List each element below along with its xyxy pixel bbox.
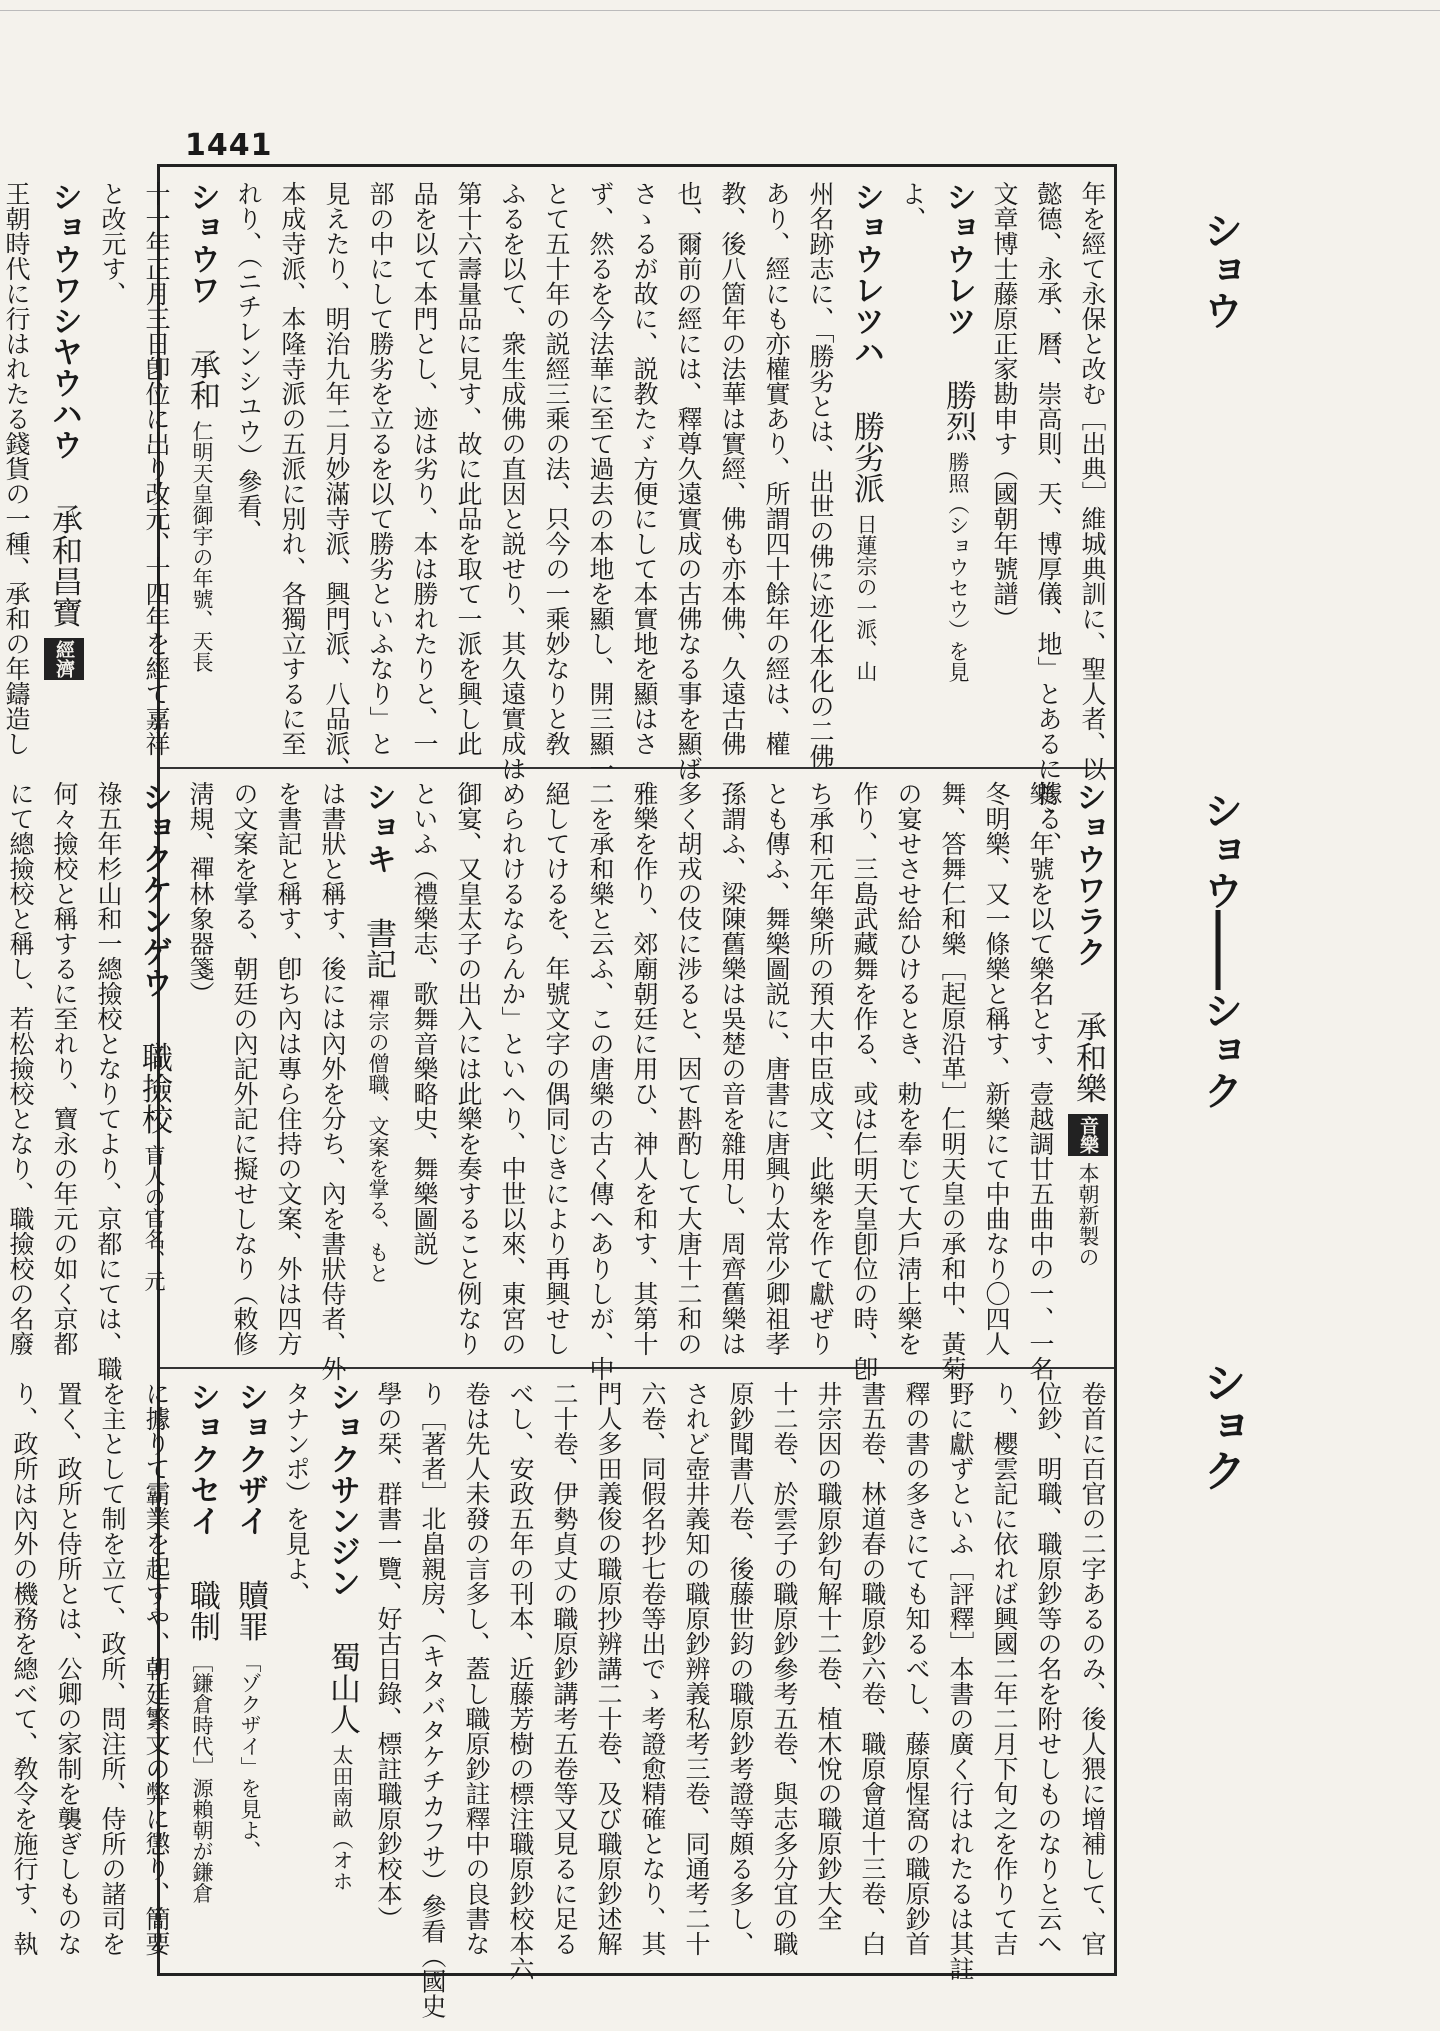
text-line: 州名跡志に、「勝劣とは、出世の佛に迹化本化の二佛 <box>806 181 835 769</box>
text-line: められけるならんか」といへり、中世以來、東宮の <box>498 781 527 1356</box>
text-line: 文章博士藤原正家勘申す（國朝年號譜） <box>990 181 1019 631</box>
text-line: 釋の書の多きにても知るべし、藤原惺窩の職原鈔首 <box>902 1381 931 1956</box>
band-bottom <box>10 1367 1114 2019</box>
text-line: さゝるが故に、説教たゞ方便にして本實地を顯はさ <box>630 181 659 756</box>
text-line: 舞、答舞仁和樂［起原沿革］仁明天皇の承和中、黃菊 <box>938 781 967 1381</box>
text-line: 門人多田義俊の職原抄辨講二十卷、及び職原鈔述解 <box>594 1381 623 1956</box>
side-index-top: ショウ <box>1197 210 1243 330</box>
text-line: を書記と稱す、卽ち內は專ら住持の文案、外は四方 <box>274 781 303 1356</box>
band-middle <box>6 767 1114 1381</box>
text-line: 二を承和樂と云ふ、この唐樂の古く傳へありしが、中 <box>586 781 615 1381</box>
text-line: 懿德、永承、曆、崇高則、天、博厚儀、地」とあるに據る、 <box>1034 181 1063 856</box>
text-line: 原鈔聞書八卷、後藤世鈞の職原鈔考證等頗る多し、 <box>726 1381 755 1956</box>
text-line: 御宴、又皇太子の出入には此樂を奏すること例なり <box>454 781 483 1356</box>
text-line: とも傳ふ、舞樂圖説に、唐書に唐興り太常少卿祖孝 <box>762 781 791 1356</box>
headword-note: 勝照（ショウセウ）を見 <box>946 451 970 683</box>
text-line: は書狀と稱す、後には內外を分ち、內を書狀侍者、外 <box>318 781 347 1381</box>
headword-note: 「ゾクザイ」を見よ、 <box>238 1651 262 1862</box>
text-line: 王朝時代に行はれたる錢貨の一種、承和の年鑄造し <box>2 181 31 756</box>
text-line: よ、 <box>898 181 927 231</box>
headword-kana: ショウレツハ <box>848 181 884 367</box>
text-line: り、政所は內外の機務を總べて、敎令を施行す、執 <box>10 1381 39 1956</box>
headword-kanji: 職制 <box>184 1570 220 1652</box>
page-number: 1441 <box>185 128 273 163</box>
text-line: 作り、三島武藏舞を作る、或は仁明天皇卽位の時、卽 <box>850 781 879 1381</box>
text-line: 雅樂を作り、郊廟朝廷に用ひ、神人を和す、其第十 <box>630 781 659 1356</box>
headword-note: 太田南畝（オホ <box>330 1744 354 1892</box>
entry-headword <box>178 1367 226 1973</box>
side-index-middle: ショウ――ショク <box>1197 790 1243 1110</box>
entry-headword <box>842 167 890 767</box>
text-line: 二十卷、伊勢貞丈の職原鈔講考五卷等又見るに足る <box>550 1381 579 1956</box>
text-line: 學の栞、群書一覽、好古日錄、標註職原鈔校本） <box>374 1381 403 1931</box>
text-line: り［著者］北畠親房、（キタバタケチカフサ）參看（國史 <box>418 1381 447 2019</box>
headword-kana: ショウレツ <box>940 181 976 336</box>
text-line: 卷首に百官の二字あるのみ、後人猥に增補して、官 <box>1078 1381 1107 1956</box>
page-frame <box>2 164 1117 2019</box>
entry-headword <box>38 167 90 767</box>
text-line: 冬明樂、又一條樂と稱す、新樂にて中曲なり〇四人 <box>982 781 1011 1356</box>
text-line: 教、後八箇年の法華は實經、佛も亦本佛、久遠古佛 <box>718 181 747 756</box>
category-tag: 經濟 <box>44 638 84 680</box>
text-line: の文案を掌る、朝廷の內記外記に擬せしなり（敕修 <box>230 781 259 1356</box>
headword-kanji: 勝劣派 <box>848 401 884 514</box>
text-line: れり、（ニチレンシユウ）參看、 <box>234 181 263 544</box>
text-line: タナンポ）を見よ、 <box>282 1381 311 1606</box>
top-rule <box>0 10 1440 11</box>
headword-kanji: 承和昌寶 <box>46 494 82 638</box>
text-line: ふるを以て、衆生成佛の直因と説せり、其久遠實成は <box>498 181 527 781</box>
text-line: されど壺井義知の職原鈔辨義私考三卷、同通考二十 <box>682 1381 711 1956</box>
headword-kana: ショクザイ <box>232 1381 268 1536</box>
headword-kanji: 贖罪 <box>232 1570 268 1652</box>
text-line: 樂、年號を以て樂名とす、壹越調廿五曲中の一、一名 <box>1026 781 1055 1381</box>
headword-kana: ショキ <box>360 781 396 874</box>
headword-note: 本朝新製の <box>1076 1155 1100 1268</box>
text-line: 位鈔、明職、職原鈔等の名を附せしものなりと云へ <box>1034 1381 1063 1956</box>
headword-note: ［鎌倉時代］源賴朝が鎌倉 <box>190 1651 214 1904</box>
text-line: 多く胡戎の伎に涉ると、因て斟酌して大唐十二和の <box>674 781 703 1356</box>
headword-kana: ショクケンゲウ <box>136 781 172 998</box>
headword-kana: ショクサンジン <box>324 1381 360 1598</box>
headword-kanji: 蜀山人 <box>324 1632 360 1745</box>
entry-headword <box>130 767 178 1367</box>
headword-note: 日蓮宗の一派、山 <box>854 513 878 682</box>
text-line: に據りて霸業を起すや、朝廷繁文の弊に懲り、簡要 <box>142 1381 171 1956</box>
text-line: 淸規、禪林象器箋） <box>186 781 215 1006</box>
headword-kana: ショウワシヤウハウ <box>46 181 82 460</box>
text-line: と改元す、 <box>98 181 127 306</box>
headword-kana: ショウワラク <box>1070 781 1106 967</box>
text-line: ち承和元年樂所の預大中臣成文、此樂を作て獻ぜり <box>806 781 835 1356</box>
headword-note: 盲人の官名、元 <box>142 1144 166 1292</box>
text-line: 孫謂ふ、梁陳舊樂は吳楚の音を雜用し、周齊舊樂は <box>718 781 747 1356</box>
text-line: 十二卷、於雲子の職原鈔參考五卷、與志多分宜の職 <box>770 1381 799 1956</box>
text-line: の宴せさせ給ひけるとき、勅を奉じて大戶淸上樂を <box>894 781 923 1356</box>
headword-kana: ショウワ <box>184 181 220 305</box>
text-line: 見えたり、明治九年二月妙滿寺派、興門派、八品派、 <box>322 181 351 781</box>
headword-kanji: 承和樂 <box>1070 1001 1106 1114</box>
text-line: あり、經にも亦權實あり、所謂四十餘年の經は、權 <box>762 181 791 756</box>
text-line: 十一年正月三日卽位に出り改元、十四年を經て嘉祥 <box>142 181 171 756</box>
text-line: 年を經て永保と改む［出典］維城典訓に、聖人者、以 <box>1078 181 1107 781</box>
headword-note: 仁明天皇御宇の年號、天長 <box>190 420 214 673</box>
text-line: 本成寺派、本隆寺派の五派に別れ、各獨立するに至 <box>278 181 307 756</box>
text-line: 祿五年杉山和一總撿校となりてより、京都にては、職 <box>94 781 123 1381</box>
text-line: 卷は先人未發の言多し、蓋し職原鈔註釋中の良書な <box>462 1381 491 1956</box>
headword-kana: ショクセイ <box>184 1381 220 1536</box>
text-line: を主として制を立て、政所、問注所、侍所の諸司を <box>98 1381 127 1956</box>
text-line: 井宗因の職原鈔句解十二卷、植木悅の職原鈔大全 <box>814 1381 843 1931</box>
text-line: 第十六壽量品に見す、故に此品を取て一派を興し此 <box>454 181 483 756</box>
text-line: とて五十年の説經三乘の法、只今の一乘妙なりと敎 <box>542 181 571 756</box>
text-line: 絕してけるを、年號文字の偶同じきにより再興せし <box>542 781 571 1356</box>
entry-headword <box>1062 767 1114 1367</box>
side-index-bottom: ショク <box>1195 1360 1246 1492</box>
text-line: 何々撿校と稱するに至れり、寶永の年元の如く京都 <box>50 781 79 1356</box>
text-line: 品を以て本門とし、迹は劣り、本は勝れたりと、一 <box>410 181 439 756</box>
headword-kanji: 承和 <box>184 339 220 421</box>
text-line: 也、爾前の經には、釋尊久遠實成の古佛なる事を顯ば <box>674 181 703 781</box>
text-line: にて總撿校と稱し、若松撿校となり、職撿校の名廢 <box>6 781 35 1356</box>
text-line: り、櫻雲記に依れば興國二年二月下旬之を作りて吉 <box>990 1381 1019 1956</box>
headword-kanji: 職撿校 <box>136 1032 172 1145</box>
text-line: といふ（禮樂志、歌舞音樂略史、舞樂圖説） <box>410 781 439 1281</box>
entry-headword <box>178 167 226 767</box>
category-tag: 音樂 <box>1068 1114 1108 1156</box>
text-line: べし、安政五年の刊本、近藤芳樹の標注職原鈔校本六 <box>506 1381 535 1981</box>
entry-headword <box>226 1367 274 1973</box>
headword-note: 禪宗の僧職、文案を掌る、もと <box>366 989 390 1284</box>
headword-kanji: 書記 <box>360 908 396 990</box>
text-line: 六卷、同假名抄七卷等出でゝ考證愈精確となり、其 <box>638 1381 667 1956</box>
headword-kanji: 勝烈 <box>940 370 976 452</box>
text-line: 置く、政所と侍所とは、公卿の家制を襲ぎしものな <box>54 1381 83 1956</box>
entry-headword <box>318 1367 366 1973</box>
entry-headword <box>354 767 402 1367</box>
entry-headword <box>934 167 982 767</box>
text-line: 野に獻ずといふ［評釋］本書の廣く行はれたるは其註 <box>946 1381 975 1981</box>
text-line: ず、然るを今法華に至て過去の本地を顯し、開三顯一 <box>586 181 615 781</box>
text-line: 書五卷、林道春の職原鈔六卷、職原會道十三卷、白 <box>858 1381 887 1956</box>
text-line: 部の中にして勝劣を立るを以て勝劣といふなり」と <box>366 181 395 756</box>
